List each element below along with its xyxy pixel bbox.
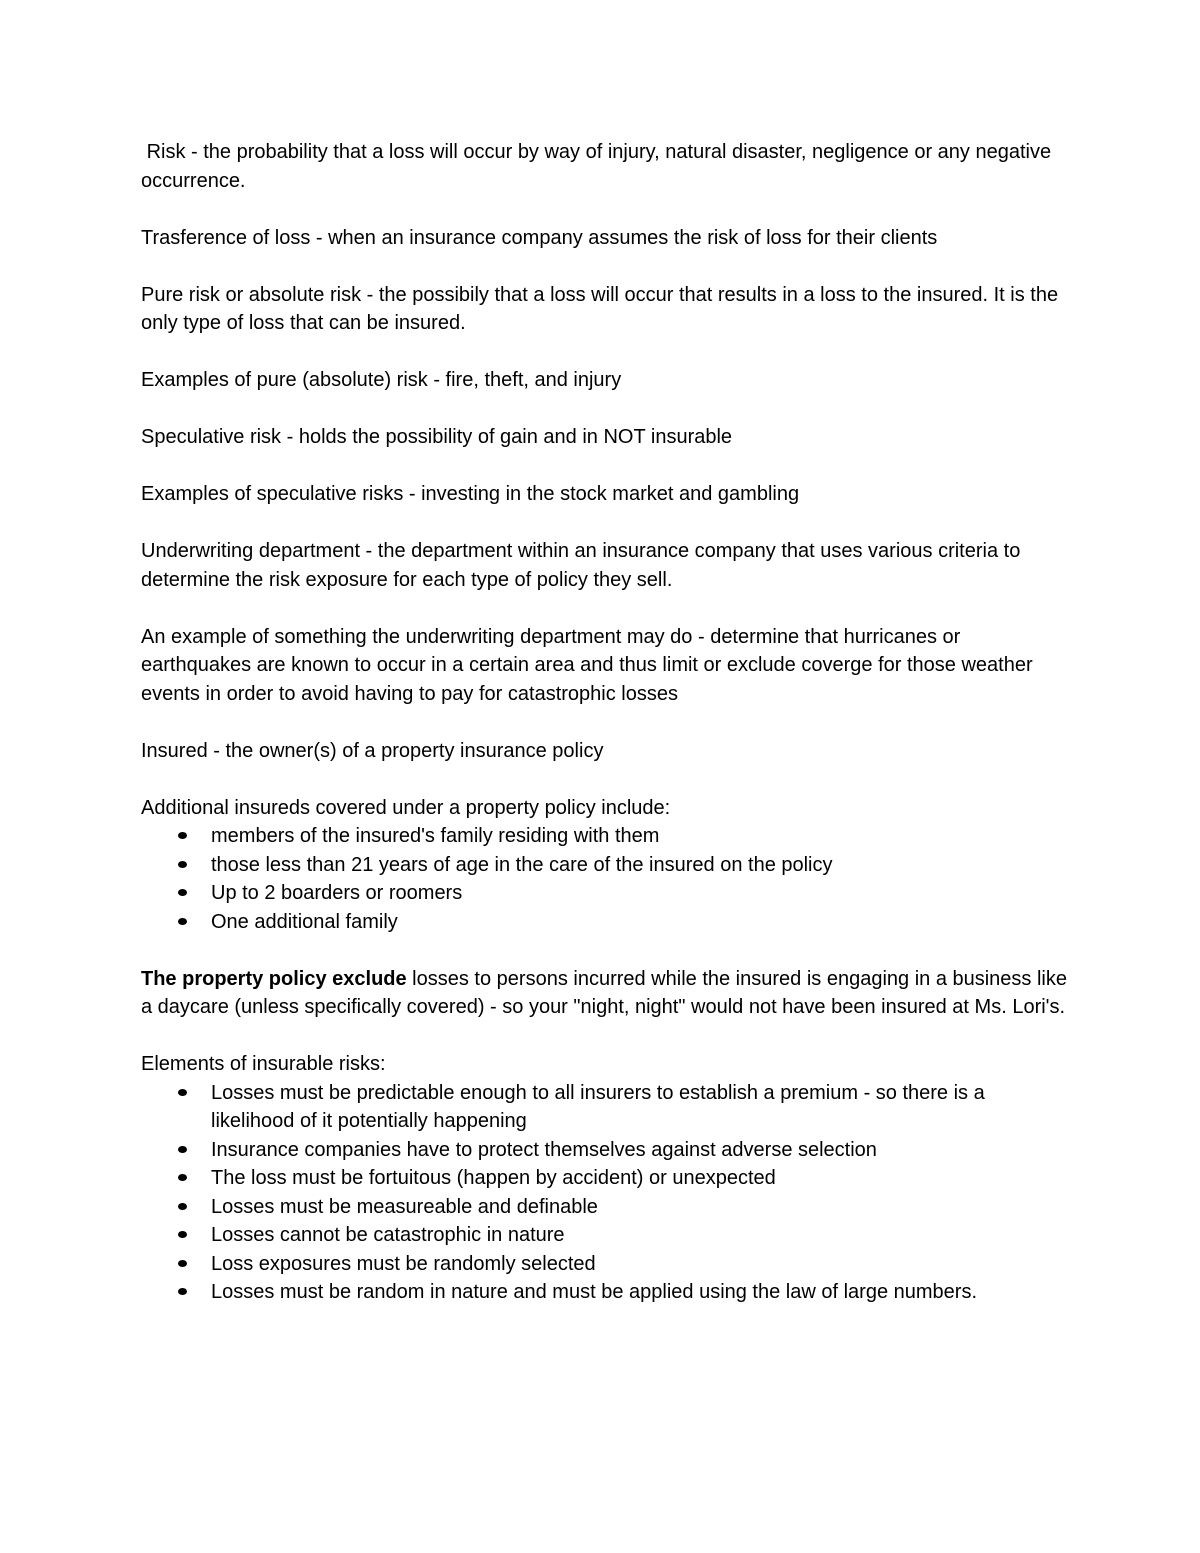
list-item-text: those less than 21 years of age in the care of the insured on the policy [211, 853, 833, 876]
list-item-text: Losses must be random in nature and must be applied using the law of large numbers. [211, 1281, 977, 1303]
bullet-icon [178, 1089, 187, 1096]
list-item [141, 908, 1071, 937]
underwriting-definition: Underwriting department - the department within an insurance company that uses various criteria to determine the risk exposure for each type of policy they sell. [141, 540, 1026, 591]
list-item-text: Losses must be measureable and definable [211, 1195, 598, 1218]
underwriting-example: An example of something the underwriting department may do - determine that hurricanes or earthquakes are known to occur in a certain area and thus limit or exclude coverge for those weather events in order to avoid having to pay for catastrophic losses [141, 625, 1039, 705]
speculative-risk-definition: Speculative risk - holds the possibility of gain and in NOT insurable [141, 426, 733, 448]
bullet-icon [178, 1203, 187, 1210]
list-item [141, 1278, 1071, 1307]
bullet-icon [178, 1174, 187, 1181]
list-item [141, 1250, 1071, 1279]
list-item-text: Losses must be predictable enough to all insurers to establish a premium - so there is a likelihood of it potentially happening [211, 1081, 985, 1132]
exclusion-paragraph [141, 965, 1071, 1022]
additional-insureds-heading: Additional insureds covered under a property policy include: [141, 796, 671, 819]
additional-insureds-list [141, 822, 1071, 936]
bullet-icon [178, 918, 187, 925]
list-item-text: Up to 2 boarders or roomers [211, 882, 463, 904]
insured-definition: Insured - the owner(s) of a property insurance policy [141, 739, 604, 762]
list-item-text: Losses cannot be catastrophic in nature [211, 1224, 565, 1246]
list-item [141, 1164, 1071, 1193]
bullet-icon [178, 1146, 187, 1153]
transference-definition: Trasference of loss - when an insurance company assumes the risk of loss for their clients [141, 226, 938, 249]
bullet-icon [178, 861, 187, 868]
list-item-text: Loss exposures must be randomly selected [211, 1252, 596, 1275]
list-item-text: The loss must be fortuitous (happen by accident) or unexpected [211, 1167, 776, 1189]
list-item-text: One additional family [211, 910, 398, 933]
list-item [141, 879, 1071, 908]
list-item [141, 1193, 1071, 1222]
exclusion-text: losses to persons incurred while the insured is engaging in a business like a daycare (unless specifically covered) - so your "night, night" would not have been insured at Ms. Lori's. [141, 967, 1073, 1018]
list-item [141, 851, 1071, 880]
document-page [141, 138, 1071, 1335]
list-item-text: Insurance companies have to protect themselves against adverse selection [211, 1138, 877, 1161]
elements-heading: Elements of insurable risks: [141, 1053, 386, 1075]
list-item [141, 822, 1071, 851]
bullet-icon [178, 832, 187, 839]
risk-definition: Risk - the probability that a loss will occur by way of injury, natural disaster, negligence or any negative occurrence. [141, 141, 1057, 192]
exclusion-bold-lead: The property policy exclude [141, 967, 407, 990]
bullet-icon [178, 1260, 187, 1267]
bullet-icon [178, 1288, 187, 1295]
bullet-icon [178, 889, 187, 896]
pure-risk-definition: Pure risk or absolute risk - the possibily that a loss will occur that results in a loss to the insured. It is the only type of loss that can be insured. [141, 283, 1064, 334]
list-item [141, 1136, 1071, 1165]
list-item [141, 1079, 1071, 1136]
list-item-text: members of the insured's family residing with them [211, 825, 660, 847]
elements-list [141, 1079, 1071, 1307]
bullet-icon [178, 1231, 187, 1238]
speculative-risk-examples: Examples of speculative risks - investing in the stock market and gambling [141, 483, 800, 505]
list-item [141, 1221, 1071, 1250]
pure-risk-examples: Examples of pure (absolute) risk - fire, theft, and injury [141, 369, 622, 391]
